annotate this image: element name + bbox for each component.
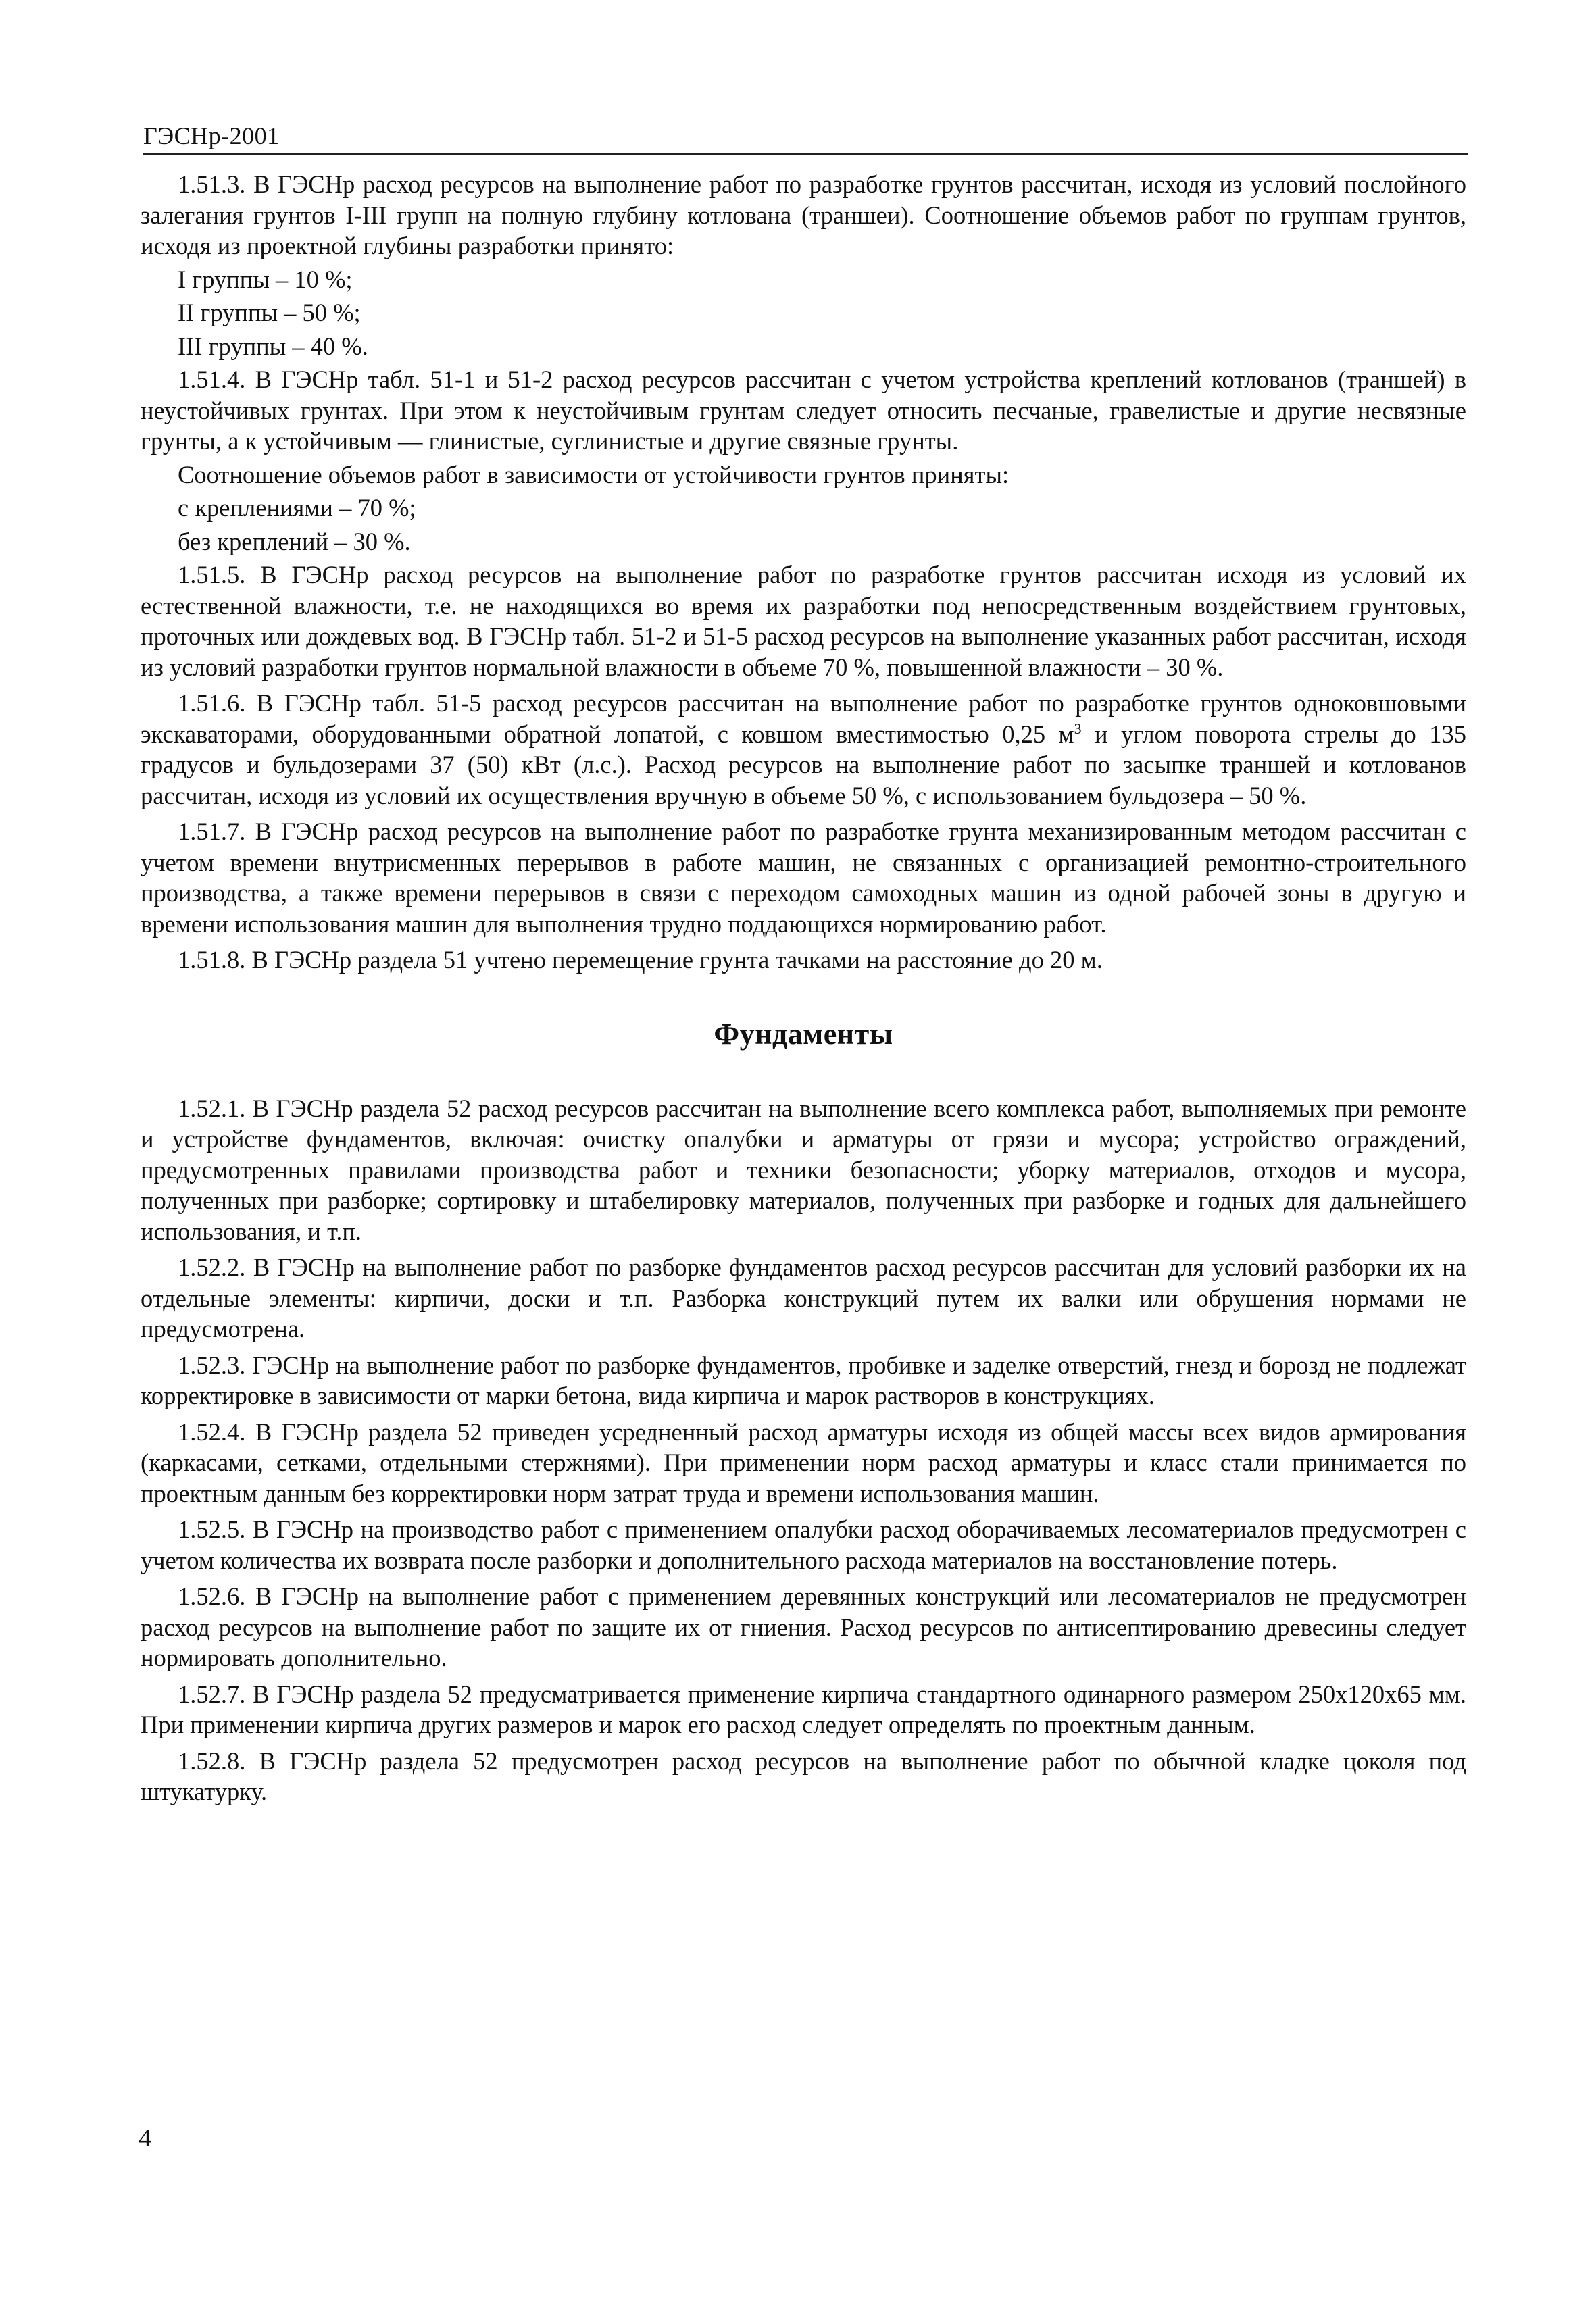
group-share-1: I группы – 10 %;	[178, 265, 353, 293]
clause-1-52-3: 1.52.3. ГЭСНр на выполнение работ по разборке фундаментов, пробивке и заделке отверстий, гнезд и борозд не подлежат корректировке в зависимости от марки бетона, вида кирпича и марок растворов в конструкциях.	[141, 1351, 1466, 1409]
clause-1-51-3: 1.51.3. В ГЭСНр расход ресурсов на выполнение работ по разработке грунтов рассчитан, исходя из условий послойного залегания грунтов I-III групп на полную глубину котлована (траншеи). Соотношение объемов работ по группам грунтов, исходя из проектной глубины разработки принято:	[141, 170, 1466, 259]
clause-1-52-7: 1.52.7. В ГЭСНр раздела 52 предусматривается применение кирпича стандартного одинарного размером 250x120x65 мм. При применении кирпича других размеров и марок его расход следует определять по проектным данным.	[141, 1680, 1466, 1738]
clause-1-52-2: 1.52.2. В ГЭСНр на выполнение работ по разборке фундаментов расход ресурсов рассчитан для условий разборки их на отдельные элементы: кирпичи, доски и т.п. Разборка конструкций путем их валки или обрушения нормами не предусмотрена.	[141, 1253, 1466, 1342]
clause-1-51-6-part-a: 1.51.6. В ГЭСНр табл. 51-5 расход ресурсов рассчитан на выполнение работ по разработке грунтов одноковшовыми экскаваторами, оборудованными обратной лопатой, с ковшом вместимостью 0,25 м	[141, 689, 1466, 748]
clause-1-52-1: 1.52.1. В ГЭСНр раздела 52 расход ресурсов рассчитан на выполнение всего комплекса работ, выполняемых при ремонте и устройстве фундаментов, включая: очистку опалубки и арматуры от грязи и мусора; устройство ограждений, предусмотренных правилами производства работ и техники безопасности; уборку материалов, отходов и мусора, полученных при разборке; сортировку и штабелировку материалов, полученных при разборке и годных для дальнейшего использования, и т.п.	[141, 1094, 1466, 1245]
page-header	[143, 111, 1468, 155]
clause-1-51-8: 1.51.8. В ГЭСНр раздела 51 учтено перемещение грунта тачками на расстояние до 20 м.	[178, 946, 1103, 974]
clause-1-51-4: 1.51.4. В ГЭСНр табл. 51-1 и 51-2 расход ресурсов рассчитан с учетом устройства креплений котлованов (траншей) в неустойчивых грунтах. При этом к неустойчивым грунтам следует относить песчаные, гравелистые и другие несвязные грунты, а к устойчивым — глинистые, суглинистые и другие связные грунты.	[141, 366, 1466, 455]
clause-1-52-4: 1.52.4. В ГЭСНр раздела 52 приведен усредненный расход арматуры исходя из общей массы всех видов армирования (каркасами, сетками, отдельными стержнями). При применении норм расход арматуры и класс стали принимается по проектным данным без корректировки норм затрат труда и времени использования машин.	[141, 1417, 1466, 1507]
clause-1-51-5: 1.51.5. В ГЭСНр расход ресурсов на выполнение работ по разработке грунтов рассчитан исходя из условий их естественной влажности, т.е. не находящихся во время их разработки под непосредственным воздействием грунтовых, проточных или дождевых вод. В ГЭСНр табл. 51-2 и 51-5 расход ресурсов на выполнение указанных работ рассчитан, исходя из условий разработки грунтов нормальной влажности в объеме 70 %, повышенной влажности – 30 %.	[141, 561, 1466, 681]
clause-1-51-6-part-b: и углом поворота стрелы до 135 градусов и бульдозерами 37 (50) кВт (л.с.). Расход ресурсов на выполнение работ по засыпке траншей и котлованов рассчитан, исходя из условий их осуществления вручную в объеме 50 %, с использованием бульдозера – 50 %.	[141, 720, 1466, 809]
cubic-superscript: 3	[1074, 720, 1082, 737]
group-share-3: III группы – 40 %.	[178, 332, 368, 360]
clause-1-52-8: 1.52.8. В ГЭСНр раздела 52 предусмотрен расход ресурсов на выполнение работ по обычной кладке цоколя под штукатурку.	[141, 1746, 1466, 1805]
ratio-intro: Соотношение объемов работ в зависимости от устойчивости грунтов приняты:	[178, 460, 1009, 488]
clause-1-51-6	[141, 688, 1466, 811]
ratio-with-supports: с креплениями – 70 %;	[178, 494, 416, 522]
page-number: 4	[139, 2124, 151, 2153]
group-share-2: II группы – 50 %;	[178, 299, 361, 326]
clause-1-52-6: 1.52.6. В ГЭСНр на выполнение работ с применением деревянных конструкций или лесоматериалов не предусмотрен расход ресурсов на выполнение работ по защите их от гниения. Расход ресурсов по антисептированию древесины следует нормировать дополнительно.	[141, 1582, 1466, 1671]
page-content	[141, 169, 1466, 1813]
ratio-without-supports: без креплений – 30 %.	[178, 527, 411, 555]
clause-1-52-5: 1.52.5. В ГЭСНр на производство работ с применением опалубки расход оборачиваемых лесоматериалов предусмотрен с учетом количества их возврата после разборки и дополнительного расхода материалов на восстановление потерь.	[141, 1515, 1466, 1574]
section-heading-foundations: Фундаменты	[714, 1017, 893, 1051]
document-code: ГЭСНр-2001	[143, 122, 280, 149]
clause-1-51-7: 1.51.7. В ГЭСНр расход ресурсов на выполнение работ по разработке грунта механизированным методом рассчитан с учетом времени внутрисменных перерывов в работе машин, не связанных с организацией ремонтно-строительного производства, а также времени перерывов в связи с переходом самоходных машин из одной рабочей зоны в другую и времени использования машин для выполнения трудно поддающихся нормированию работ.	[141, 818, 1466, 938]
